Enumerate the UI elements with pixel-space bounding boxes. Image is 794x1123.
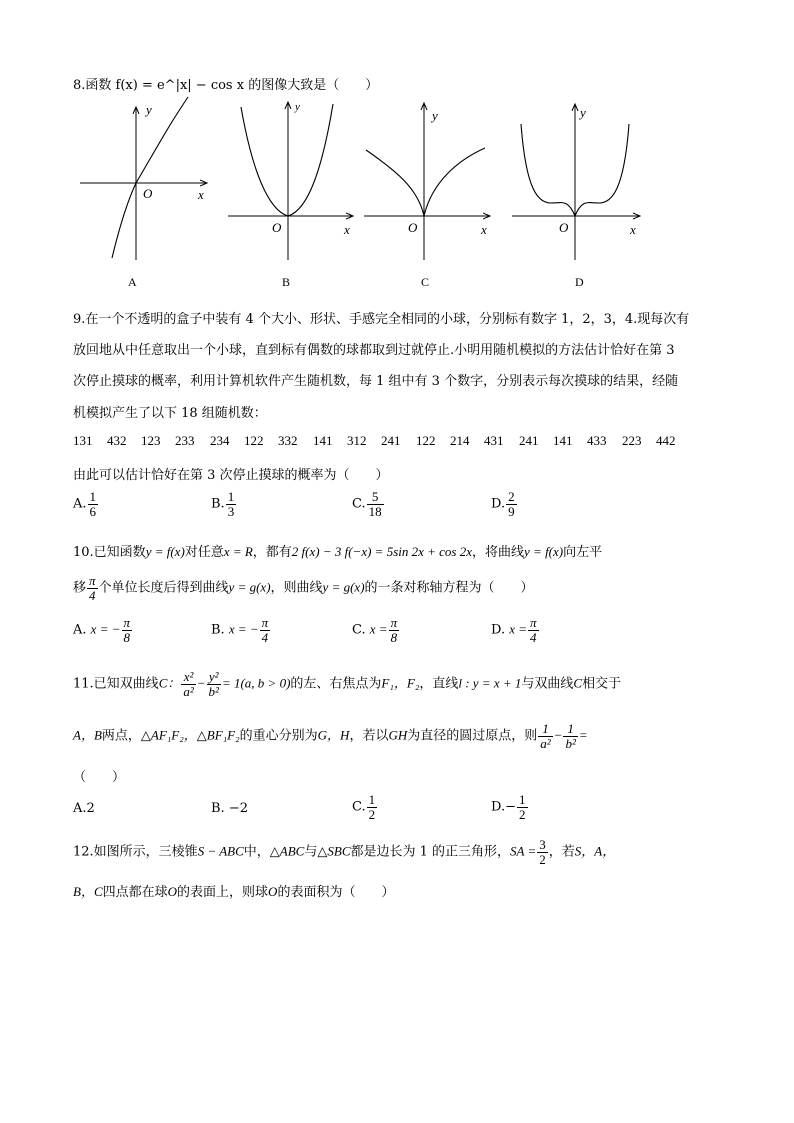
- option-fraction: [260, 616, 271, 644]
- q12-math: O: [167, 884, 178, 899]
- option-label: D.: [491, 496, 506, 512]
- denominator: 18: [368, 503, 382, 519]
- figure-a: [80, 97, 207, 289]
- figure-a-x-label: x: [198, 187, 204, 202]
- q10-math: y = f(x): [524, 544, 564, 559]
- q11-math: −: [196, 675, 206, 691]
- option-prefix: x =: [369, 621, 388, 637]
- q11-text: ，直线: [419, 676, 459, 692]
- denominator: 3: [227, 503, 235, 519]
- option-label: A.: [73, 496, 87, 512]
- figure-a-curve: [112, 97, 188, 258]
- random-number: 131: [73, 433, 93, 448]
- q11-option-b: [211, 801, 248, 816]
- q11-math: △AF₁F₂，△BF₁F₂: [140, 727, 240, 743]
- q11-text: 与双曲线: [521, 676, 574, 692]
- option-fraction: [367, 793, 378, 821]
- q10-math: y = g(x): [322, 579, 365, 595]
- figure-c-x-label: x: [481, 222, 487, 237]
- q10-option-b: [211, 616, 271, 644]
- option-label: C.: [352, 622, 366, 638]
- numerator: π: [89, 573, 96, 588]
- random-number: 442: [656, 433, 676, 448]
- numerator: 2: [508, 489, 515, 504]
- random-number: 433: [587, 433, 607, 448]
- q11-line2: [73, 722, 588, 750]
- q11-text: 的重心分别为: [239, 728, 318, 744]
- numerator: 5: [367, 490, 384, 505]
- option-fraction: [517, 793, 528, 821]
- denominator: 2: [519, 806, 526, 822]
- q10-line1: [73, 541, 602, 560]
- q10-math: 2 f(x) − 3 f(−x) = 5sin 2x + cos 2x: [291, 544, 473, 559]
- random-number: 122: [244, 433, 264, 448]
- q10-text: 向左平: [563, 545, 603, 560]
- q11-math: l : y = x + 1: [458, 675, 522, 691]
- q12-line1: [73, 838, 615, 866]
- q10-text: 移: [73, 580, 87, 596]
- q11-math: C: [573, 675, 583, 691]
- q11-option-c: [352, 793, 378, 821]
- q11-math: F₁，F₂: [381, 675, 420, 691]
- q12-text: ，若: [548, 844, 575, 860]
- figure-d: [512, 104, 640, 289]
- option-label: C.: [352, 799, 366, 815]
- q11-text: 两点，: [101, 728, 141, 744]
- q11-text: 11.已知双曲线: [73, 676, 159, 692]
- q12-line2: [73, 881, 394, 900]
- random-number: 141: [553, 433, 573, 448]
- q10-math: x = R: [223, 544, 253, 559]
- random-number: 214: [450, 433, 470, 448]
- q10-text: 10.已知函数: [73, 545, 146, 560]
- figure-d-origin: O: [559, 220, 569, 235]
- q10-text: ，则曲线: [270, 580, 323, 596]
- q10-text: 对任意: [184, 545, 224, 560]
- denominator: b²: [208, 683, 219, 699]
- q12-text: 的表面上，则球: [177, 885, 269, 900]
- q12-text: 中，: [243, 844, 270, 860]
- random-number: 332: [278, 433, 298, 448]
- figure-c-curve-right: [424, 148, 485, 216]
- option-prefix: x =: [509, 621, 528, 637]
- q11-line3: （ ）: [73, 770, 126, 785]
- q11-line1: [73, 670, 621, 698]
- option-fraction: [122, 616, 133, 644]
- q9-option-c: [352, 490, 385, 518]
- denominator: 4: [89, 587, 96, 603]
- denominator: 9: [508, 503, 515, 519]
- figure-a-origin: O: [143, 186, 153, 201]
- option-fraction: [88, 490, 99, 518]
- q11-math: −: [553, 727, 563, 743]
- random-number: 233: [175, 433, 195, 448]
- random-number: 122: [416, 433, 436, 448]
- option-label: D.: [491, 799, 506, 815]
- denominator: 4: [530, 629, 537, 645]
- option-label: D.: [491, 622, 506, 638]
- q9-option-a: [73, 490, 99, 518]
- option-label: B.: [211, 801, 225, 816]
- numerator: 1: [538, 722, 552, 737]
- q12-math: △SBC: [317, 843, 351, 859]
- q10-fraction: [87, 574, 98, 602]
- numerator: 3: [539, 837, 546, 852]
- q10-line2: [73, 574, 534, 602]
- q12-math: S − ABC: [197, 843, 244, 859]
- denominator: a²: [540, 735, 551, 751]
- option-fraction: [226, 490, 237, 518]
- q12-text: 都是边长为 1 的正三角形，: [350, 844, 511, 860]
- q12-text: 四点都在球: [102, 885, 168, 900]
- q12-text: 与: [304, 844, 318, 860]
- q11-fraction: [207, 670, 221, 698]
- numerator: 1: [519, 792, 526, 807]
- option-label: B.: [211, 496, 225, 512]
- figure-c-y-label: y: [432, 108, 438, 123]
- q11-fraction: [181, 670, 195, 698]
- figure-b-x-label: x: [344, 222, 350, 237]
- random-number: 223: [622, 433, 642, 448]
- random-number: 141: [313, 433, 333, 448]
- q9-line5: 由此可以估计恰好在第 3 次停止摸球的概率为（ ）: [73, 468, 389, 483]
- q9-option-b: [211, 490, 237, 518]
- q11-option-d: [491, 793, 529, 821]
- option-fraction: [506, 490, 517, 518]
- numerator: y²: [207, 670, 221, 685]
- numerator: 1: [227, 489, 235, 504]
- q11-option-a: [73, 801, 95, 816]
- figure-b-label: B: [282, 275, 291, 289]
- denominator: 6: [89, 503, 97, 519]
- denominator: 2: [368, 806, 376, 822]
- option-value: −2: [228, 801, 248, 816]
- option-fraction: [367, 490, 384, 518]
- q10-text: ，都有: [252, 545, 292, 560]
- q11-math: =: [578, 727, 588, 743]
- figure-b-origin: O: [272, 220, 282, 235]
- denominator: 2: [539, 851, 546, 867]
- option-fraction: [389, 616, 400, 644]
- figure-c: [364, 103, 490, 289]
- q12-math: B，C: [73, 884, 103, 899]
- denominator: 8: [390, 629, 398, 645]
- q10-math: y = f(x): [145, 544, 185, 559]
- q12-fraction: [537, 838, 548, 866]
- q11-math: = 1(a, b > 0): [221, 675, 291, 691]
- q12-text: 12.如图所示，三棱锥: [73, 844, 198, 860]
- option-label: B.: [211, 622, 225, 638]
- numerator: 1: [563, 722, 577, 737]
- q10-option-c: [352, 616, 400, 644]
- numerator: x²: [181, 670, 195, 685]
- q11-text: 的左、右焦点为: [290, 676, 382, 692]
- figure-d-y-label: y: [580, 105, 586, 120]
- q11-text: ，若以: [349, 728, 389, 744]
- random-number: 241: [519, 433, 539, 448]
- denominator: b²: [565, 735, 576, 751]
- option-label: C.: [352, 496, 366, 512]
- random-number: 432: [107, 433, 127, 448]
- random-number: 123: [141, 433, 161, 448]
- q11-text: 相交于: [582, 676, 622, 692]
- figure-a-y-label: y: [146, 102, 152, 117]
- random-number: 312: [347, 433, 367, 448]
- q12-math: △ABC: [269, 843, 305, 859]
- q11-fraction: [538, 722, 552, 750]
- figure-a-label: A: [128, 275, 137, 289]
- numerator: π: [261, 615, 269, 630]
- numerator: 1: [368, 792, 376, 807]
- q12-math: SA =: [510, 843, 537, 859]
- figure-d-label: D: [575, 275, 584, 289]
- numerator: 1: [89, 489, 97, 504]
- q10-option-a: [73, 616, 133, 644]
- q9-line2: 放回地从中任意取出一个小球，直到标有偶数的球都取到过就停止.小明用随机模拟的方法估计恰好在第 3: [73, 343, 675, 358]
- q9-line4: 机模拟产生了以下 18 组随机数：: [73, 406, 267, 421]
- numerator: π: [123, 615, 131, 630]
- q11-math: A，B: [73, 727, 102, 743]
- q9-option-d: [491, 490, 518, 518]
- denominator: a²: [183, 683, 194, 699]
- figure-c-curve-left: [366, 150, 424, 216]
- figure-d-x-label: x: [630, 222, 636, 237]
- q11-fraction: [563, 722, 577, 750]
- random-number: 241: [381, 433, 401, 448]
- numerator: π: [530, 615, 537, 630]
- q10-text: 个单位长度后得到曲线: [98, 580, 229, 596]
- q10-text: ，将曲线: [472, 545, 525, 560]
- q12-math: O: [268, 884, 278, 899]
- q9-line3: 次停止摸球的概率，利用计算机软件产生随机数，每 1 组中有 3 个数字，分别表示每次摸球的结果，经随: [73, 374, 679, 389]
- option-label: A.: [73, 801, 87, 816]
- random-number: 234: [210, 433, 230, 448]
- q11-text: 为直径的圆过原点，则: [407, 728, 538, 744]
- q10-option-d: [491, 616, 540, 644]
- figure-c-label: C: [421, 275, 430, 289]
- q11-math: G，H: [317, 727, 350, 743]
- q12-text: 的表面积为（ ）: [277, 885, 395, 900]
- option-prefix: −: [505, 799, 516, 815]
- option-prefix: x = −: [228, 621, 259, 637]
- q10-math: y = g(x): [228, 579, 271, 595]
- option-value: 2: [86, 801, 95, 816]
- denominator: 4: [261, 629, 269, 645]
- q8-figures: [0, 0, 794, 300]
- q9-line1: 9.在一个不透明的盒子中装有 4 个大小、形状、手感完全相同的小球，分别标有数字 1，2，3，4.现每次有: [73, 312, 690, 327]
- option-prefix: x = −: [90, 621, 121, 637]
- denominator: 8: [123, 629, 130, 645]
- q12-math: S，A，: [574, 843, 616, 859]
- q8-stem-text: 8.函数 f(x) = e^|x| − cos x 的图像大致是（ ）: [73, 78, 379, 93]
- figure-c-origin: O: [408, 220, 418, 235]
- figure-b: [228, 101, 353, 289]
- option-fraction: [528, 616, 539, 644]
- q11-math: GH: [388, 727, 408, 743]
- q11-math: C：: [158, 675, 181, 691]
- numerator: π: [390, 615, 398, 630]
- figure-b-curve: [241, 104, 333, 216]
- option-label: A.: [73, 622, 87, 638]
- q10-text: 的一条对称轴方程为（ ）: [364, 580, 534, 596]
- figure-b-y-label: y: [295, 101, 300, 113]
- random-number: 431: [484, 433, 504, 448]
